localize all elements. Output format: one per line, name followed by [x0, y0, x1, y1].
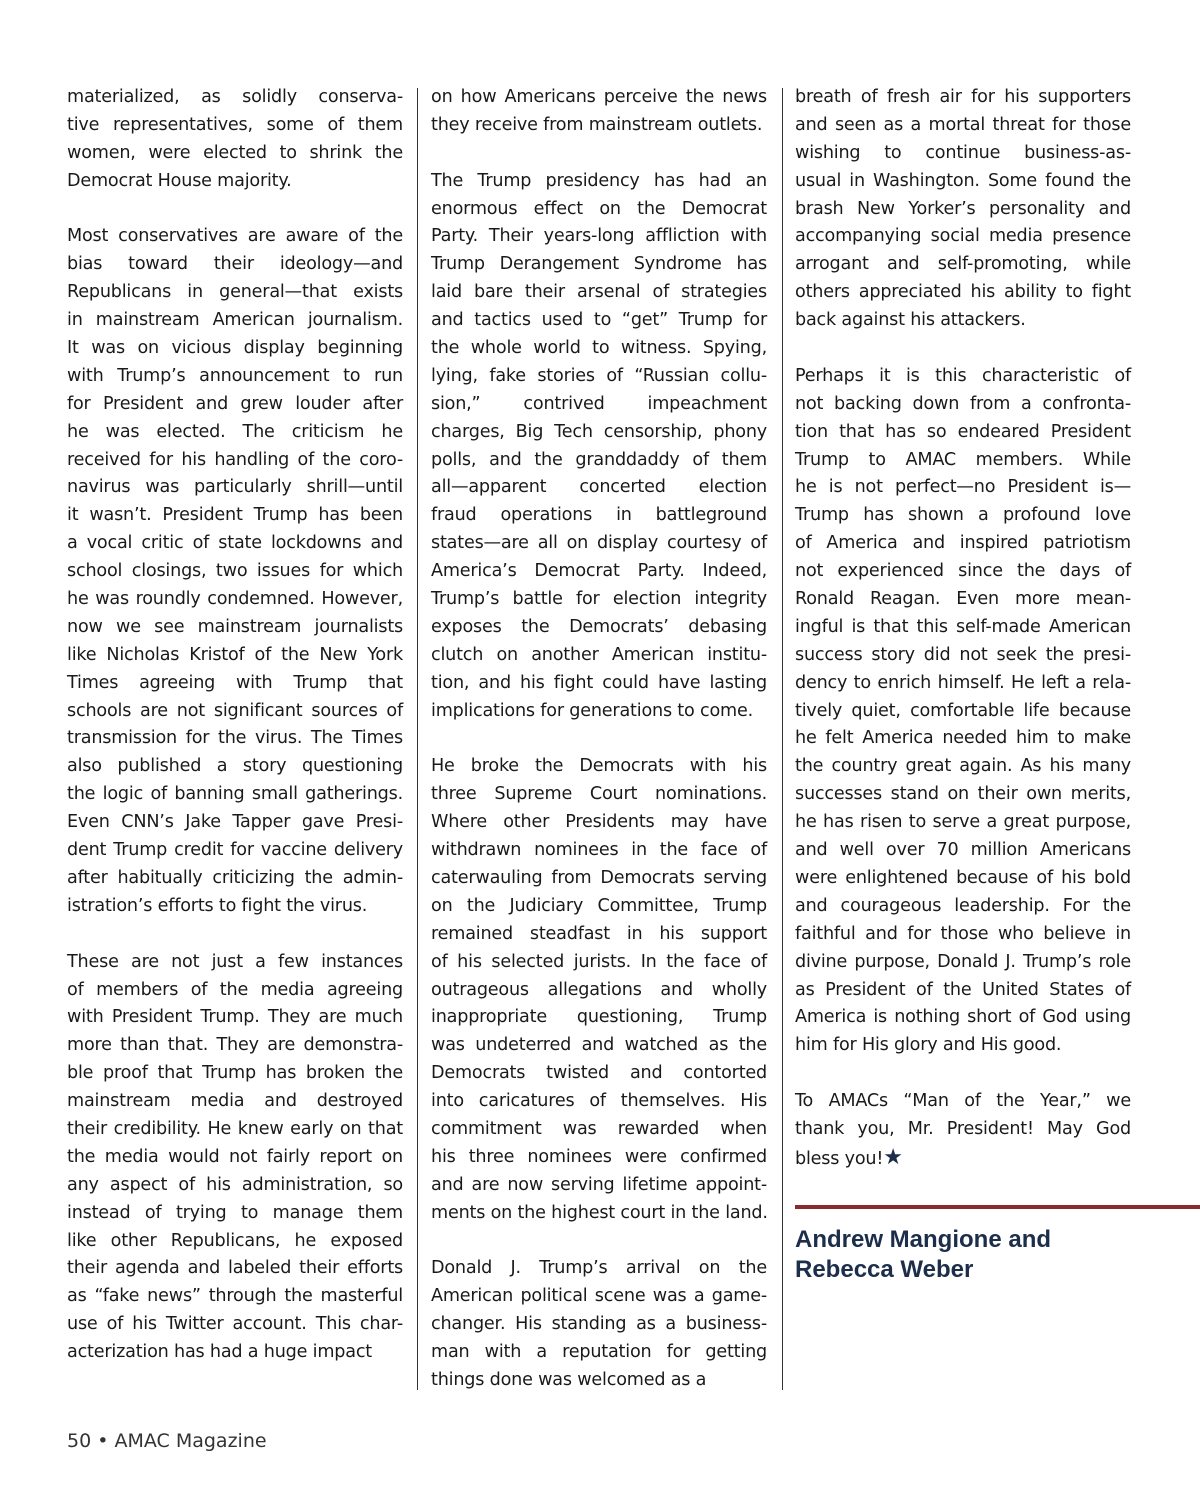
text-line-content: after habitually criticizing the admin- [67, 867, 403, 888]
text-line [67, 363, 403, 391]
text-line [431, 642, 767, 670]
author-line: Andrew Mangione and [795, 1226, 1052, 1253]
text-line-content: as “fake news” through the masterful [67, 1286, 403, 1307]
text-line-content: of his selected jurists. In the face of [431, 951, 767, 972]
text-line-content: Perhaps it is this characteristic of [795, 365, 1131, 386]
text-line-content: he was elected. The criticism he [67, 421, 403, 442]
text-line [795, 140, 1131, 168]
text-line-content: clutch on another American institu- [431, 644, 767, 665]
text-line [795, 112, 1131, 140]
paragraph [431, 168, 767, 726]
text-line-content: Trump’s battle for election integrity [431, 589, 767, 610]
text-line-content: Party. Their years-long affliction with [431, 226, 767, 247]
text-line [431, 279, 767, 307]
text-line [795, 921, 1131, 949]
text-line-content: usual in Washington. Some found the [795, 170, 1131, 191]
column-divider [417, 88, 418, 1390]
text-line-content: To AMACs “Man of the Year,” we [795, 1091, 1131, 1112]
text-line [795, 1144, 1131, 1172]
text-line-content: in mainstream American journalism. [67, 310, 403, 331]
text-line [431, 1060, 767, 1088]
text-line-content: inappropriate questioning, Trump [431, 1007, 767, 1028]
text-line [431, 614, 767, 642]
text-line-content: their agenda and labeled their efforts [67, 1258, 403, 1279]
text-line-content: It was on vicious display beginning [67, 338, 403, 359]
text-line-content: wishing to continue business-as- [795, 142, 1131, 163]
text-line-content: tion, and his fight could have lasting [431, 672, 767, 693]
paragraph [795, 363, 1131, 1060]
paragraph [431, 84, 767, 140]
author-line: Rebecca Weber [795, 1256, 974, 1283]
text-line [67, 586, 403, 614]
text-line [795, 642, 1131, 670]
text-line-content: America is nothing short of God using [795, 1007, 1131, 1028]
text-line-content: and well over 70 million Americans [795, 840, 1131, 861]
text-line [431, 1004, 767, 1032]
text-line [431, 670, 767, 698]
text-line [67, 223, 403, 251]
text-line [431, 1339, 767, 1367]
text-line [431, 307, 767, 335]
text-line [67, 168, 403, 196]
text-line-content: charges, Big Tech censorship, phony [431, 421, 767, 442]
text-line [795, 670, 1131, 698]
text-line [431, 865, 767, 893]
text-line-content: tive representatives, some of them [67, 114, 403, 135]
text-line [795, 1088, 1131, 1116]
text-line-content: of members of the media agreeing [67, 979, 403, 1000]
text-line [67, 781, 403, 809]
page-footer: 50 • AMAC Magazine [67, 1430, 267, 1452]
text-line-content: any aspect of his administration, so [67, 1174, 403, 1195]
text-line [431, 1200, 767, 1228]
text-line [795, 307, 1131, 335]
text-line [431, 837, 767, 865]
paragraph [67, 223, 403, 920]
text-line [67, 84, 403, 112]
text-line-content: ingful is that this self-made American [795, 616, 1131, 637]
text-line [431, 809, 767, 837]
text-line [67, 251, 403, 279]
text-line-content: was undeterred and watched as the [431, 1035, 767, 1056]
text-line-content: faithful and for those who believe in [795, 923, 1131, 944]
text-line-content: him for His glory and His good. [795, 1035, 1062, 1056]
text-line [795, 865, 1131, 893]
text-line [67, 1004, 403, 1032]
text-line-content: women, were elected to shrink the [67, 142, 403, 163]
text-line [67, 893, 403, 921]
text-line [67, 1172, 403, 1200]
text-line-content: changer. His standing as a business- [431, 1314, 767, 1335]
text-line-content: lying, fake stories of “Russian collu- [431, 365, 767, 386]
text-line-content: He broke the Democrats with his [431, 756, 767, 777]
text-line-content: remained steadfast in his support [431, 923, 767, 944]
text-line [431, 391, 767, 419]
text-line [431, 419, 767, 447]
text-line [431, 363, 767, 391]
text-line-content: on the Judiciary Committee, Trump [431, 895, 767, 916]
text-line-content: tively quiet, comfortable life because [795, 700, 1131, 721]
text-line [67, 642, 403, 670]
text-line [67, 140, 403, 168]
text-line-content: materialized, as solidly conserva- [67, 87, 403, 107]
text-line-content: received for his handling of the coro- [67, 449, 403, 470]
article-column-3 [795, 84, 1131, 1200]
text-line-content: their credibility. He knew early on that [67, 1118, 403, 1139]
text-line [67, 949, 403, 977]
text-line [795, 1032, 1131, 1060]
text-line-content: Trump to AMAC members. While [795, 449, 1131, 470]
text-line-content: like other Republicans, he exposed [67, 1230, 403, 1251]
text-line-content: transmission for the virus. The Times [67, 728, 403, 749]
text-line-content: things done was welcomed as a [431, 1369, 707, 1390]
text-line [795, 781, 1131, 809]
text-line [795, 196, 1131, 224]
text-line [67, 753, 403, 781]
star-icon: ★ [883, 1144, 903, 1170]
text-line-content: all—apparent concerted election [431, 477, 767, 498]
text-line-content: laid bare their arsenal of strategies [431, 282, 767, 303]
text-line [431, 781, 767, 809]
article-column-1 [67, 84, 403, 1395]
text-line-content: ble proof that Trump has broken the [67, 1063, 403, 1084]
text-line-content: commitment was rewarded when [431, 1118, 767, 1139]
text-line [67, 1088, 403, 1116]
text-line [795, 809, 1131, 837]
text-line-content: Trump Derangement Syndrome has [431, 254, 767, 275]
text-line-content: caterwauling from Democrats serving [431, 867, 767, 888]
text-line-content: the whole world to witness. Spying, [431, 338, 767, 359]
text-line [431, 977, 767, 1005]
text-line [431, 1116, 767, 1144]
text-line [431, 335, 767, 363]
text-line-content: and are now serving lifetime appoint- [431, 1174, 767, 1195]
text-line [431, 1088, 767, 1116]
column-divider [782, 88, 783, 1390]
text-line [67, 725, 403, 753]
text-line [67, 614, 403, 642]
text-line-content: into caricatures of themselves. His [431, 1091, 767, 1112]
text-line-content: with Trump’s announcement to run [67, 365, 403, 386]
text-line-content: his three nominees were confirmed [431, 1146, 767, 1167]
text-line [795, 558, 1131, 586]
text-line [431, 1255, 767, 1283]
text-line-content: implications for generations to come. [431, 700, 753, 721]
text-line [431, 586, 767, 614]
text-line [67, 865, 403, 893]
text-line-content: like Nicholas Kristof of the New York [67, 644, 403, 665]
text-line-content: America’s Democrat Party. Indeed, [431, 561, 767, 582]
text-line [431, 1311, 767, 1339]
text-line-content: and courageous leadership. For the [795, 895, 1131, 916]
paragraph [795, 84, 1131, 335]
text-line [795, 949, 1131, 977]
text-line [67, 698, 403, 726]
text-line-content: bias toward their ideology—and [67, 254, 403, 275]
text-line [795, 530, 1131, 558]
text-line-content: now we see mainstream journalists [67, 616, 403, 637]
text-line-content: success story did not seek the presi- [795, 644, 1131, 665]
text-line [431, 502, 767, 530]
text-line-content: Donald J. Trump’s arrival on the [431, 1258, 767, 1279]
text-line [67, 670, 403, 698]
text-line-content: the logic of banning small gatherings. [67, 784, 403, 805]
text-line [795, 419, 1131, 447]
text-line-content: Times agreeing with Trump that [67, 672, 403, 693]
text-line [431, 168, 767, 196]
text-line-content: enormous effect on the Democrat [431, 198, 767, 219]
text-line-content: he was roundly condemned. However, [67, 589, 403, 610]
text-line-content: ments on the highest court in the land. [431, 1202, 768, 1223]
text-line [431, 921, 767, 949]
text-line-content: dent Trump credit for vaccine delivery [67, 840, 403, 861]
author-rule [795, 1205, 1200, 1209]
text-line-content: back against his attackers. [795, 310, 1026, 331]
text-line [431, 84, 767, 112]
text-line [67, 530, 403, 558]
text-line [431, 1367, 767, 1395]
text-line [67, 502, 403, 530]
text-line [67, 1255, 403, 1283]
text-line [795, 586, 1131, 614]
text-line-content: navirus was particularly shrill—until [67, 477, 403, 498]
text-line [795, 614, 1131, 642]
paragraph [431, 1255, 767, 1394]
text-line-content: he felt America needed him to make [795, 728, 1131, 749]
text-line-content: The Trump presidency has had an [431, 170, 767, 191]
text-line-content: Where other Presidents may have [431, 812, 767, 833]
text-line [431, 1172, 767, 1200]
text-line-content: three Supreme Court nominations. [431, 784, 767, 805]
text-line [67, 837, 403, 865]
text-line-content: withdrawn nominees in the face of [431, 840, 767, 861]
text-line-content: Ronald Reagan. Even more mean- [795, 589, 1131, 610]
text-line-content: polls, and the granddaddy of them [431, 449, 767, 470]
text-line [67, 1339, 403, 1367]
text-line-content: brash New Yorker’s personality and [795, 198, 1131, 219]
text-line-content: not experienced since the days of [795, 561, 1131, 582]
text-line-content: with President Trump. They are much [67, 1007, 403, 1028]
paragraph [67, 949, 403, 1367]
paragraph [795, 1088, 1131, 1172]
text-line [431, 1032, 767, 1060]
text-line-content: more than that. They are demonstra- [67, 1035, 403, 1056]
text-line [795, 447, 1131, 475]
text-line [795, 698, 1131, 726]
text-line-content: the media would not fairly report on [67, 1146, 403, 1167]
text-line-content: dency to enrich himself. He left a rela- [795, 672, 1131, 693]
text-line [67, 1032, 403, 1060]
text-line [795, 168, 1131, 196]
text-line [67, 1060, 403, 1088]
text-line [795, 251, 1131, 279]
text-line [67, 419, 403, 447]
text-line [795, 84, 1131, 112]
text-line-content: bless you! [795, 1148, 884, 1169]
text-line [431, 530, 767, 558]
text-line [431, 251, 767, 279]
text-line-content: tion that has so endeared President [795, 421, 1131, 442]
text-line [431, 1283, 767, 1311]
text-line [795, 977, 1131, 1005]
text-line-content: others appreciated his ability to fight [795, 282, 1131, 303]
text-line [795, 753, 1131, 781]
text-line [67, 1311, 403, 1339]
text-line-content: Democrats twisted and contorted [431, 1063, 767, 1084]
text-line-content: it wasn’t. President Trump has been [67, 505, 403, 526]
text-line [431, 558, 767, 586]
text-line [67, 112, 403, 140]
text-line [431, 893, 767, 921]
text-line [67, 1200, 403, 1228]
article-column-2 [431, 84, 767, 1423]
text-line [431, 112, 767, 140]
text-line-content: the country great again. As his many [795, 756, 1131, 777]
text-line [795, 391, 1131, 419]
text-line [67, 1116, 403, 1144]
text-line [431, 223, 767, 251]
text-line-content: and tactics used to “get” Trump for [431, 310, 767, 331]
text-line [795, 1116, 1131, 1144]
text-line [67, 279, 403, 307]
text-line [431, 698, 767, 726]
text-line-content: arrogant and self-promoting, while [795, 254, 1131, 275]
text-line [431, 949, 767, 977]
text-line-content: Most conservatives are aware of the [67, 226, 403, 247]
text-line-content: istration’s efforts to fight the virus. [67, 895, 368, 916]
text-line [795, 893, 1131, 921]
text-line [431, 474, 767, 502]
text-line-content: use of his Twitter account. This char- [67, 1314, 403, 1335]
text-line [67, 1144, 403, 1172]
text-line-content: Even CNN’s Jake Tapper gave Presi- [67, 812, 403, 833]
text-line [67, 474, 403, 502]
text-line [67, 1228, 403, 1256]
text-line-content: of America and inspired patriotism [795, 533, 1131, 554]
text-line-content: thank you, Mr. President! May God [795, 1118, 1131, 1139]
text-line-content: fraud operations in battleground [431, 505, 767, 526]
text-line [795, 363, 1131, 391]
text-line-content: American political scene was a game- [431, 1286, 767, 1307]
author-byline [795, 1225, 1051, 1285]
text-line [795, 223, 1131, 251]
text-line-content: Trump has shown a profound love [795, 505, 1131, 526]
text-line [431, 1144, 767, 1172]
text-line-content: were enlightened because of his bold [795, 867, 1131, 888]
text-line-content: instead of trying to manage them [67, 1202, 403, 1223]
text-line [431, 196, 767, 224]
text-line-content: successes stand on their own merits, [795, 784, 1131, 805]
text-line [67, 558, 403, 586]
paragraph [67, 84, 403, 196]
text-line-content: Republicans in general—that exists [67, 282, 403, 303]
text-line [795, 279, 1131, 307]
text-line-content: breath of fresh air for his supporters [795, 87, 1131, 107]
text-line [67, 809, 403, 837]
text-line [67, 335, 403, 363]
text-line-content: mainstream media and destroyed [67, 1091, 403, 1112]
text-line-content: sion,” contrived impeachment [431, 393, 767, 414]
text-line [795, 725, 1131, 753]
text-line-content: man with a reputation for getting [431, 1342, 767, 1363]
text-line-content: and seen as a mortal threat for those [795, 114, 1131, 135]
text-line-content: exposes the Democrats’ debasing [431, 616, 767, 637]
text-line-content: outrageous allegations and wholly [431, 979, 767, 1000]
text-line [431, 753, 767, 781]
text-line-content: These are not just a few instances [67, 951, 403, 972]
text-line [431, 447, 767, 475]
text-line-content: not backing down from a confronta- [795, 393, 1131, 414]
text-line-content: schools are not significant sources of [67, 700, 403, 721]
text-line [795, 474, 1131, 502]
text-line-content: a vocal critic of state lockdowns and [67, 533, 403, 554]
text-line [67, 1283, 403, 1311]
text-line-content: Democrat House majority. [67, 170, 292, 191]
text-line [795, 837, 1131, 865]
text-line-content: divine purpose, Donald J. Trump’s role [795, 951, 1131, 972]
text-line [795, 1004, 1131, 1032]
text-line-content: school closings, two issues for which [67, 561, 403, 582]
text-line-content: acterization has had a huge impact [67, 1342, 372, 1363]
text-line-content: accompanying social media presence [795, 226, 1131, 247]
text-line-content: for President and grew louder after [67, 393, 403, 414]
text-line [795, 502, 1131, 530]
text-line-content: he has risen to serve a great purpose, [795, 812, 1131, 833]
text-line [67, 447, 403, 475]
text-line [67, 391, 403, 419]
text-line-content: he is not perfect—no President is— [795, 477, 1131, 498]
text-line-content: as President of the United States of [795, 979, 1131, 1000]
text-line-content: they receive from mainstream outlets. [431, 114, 763, 135]
text-line-content: states—are all on display courtesy of [431, 533, 767, 554]
paragraph [431, 753, 767, 1227]
text-line [67, 307, 403, 335]
text-line-content: also published a story questioning [67, 756, 403, 777]
text-line-content: on how Americans perceive the news [431, 87, 767, 107]
text-line [67, 977, 403, 1005]
